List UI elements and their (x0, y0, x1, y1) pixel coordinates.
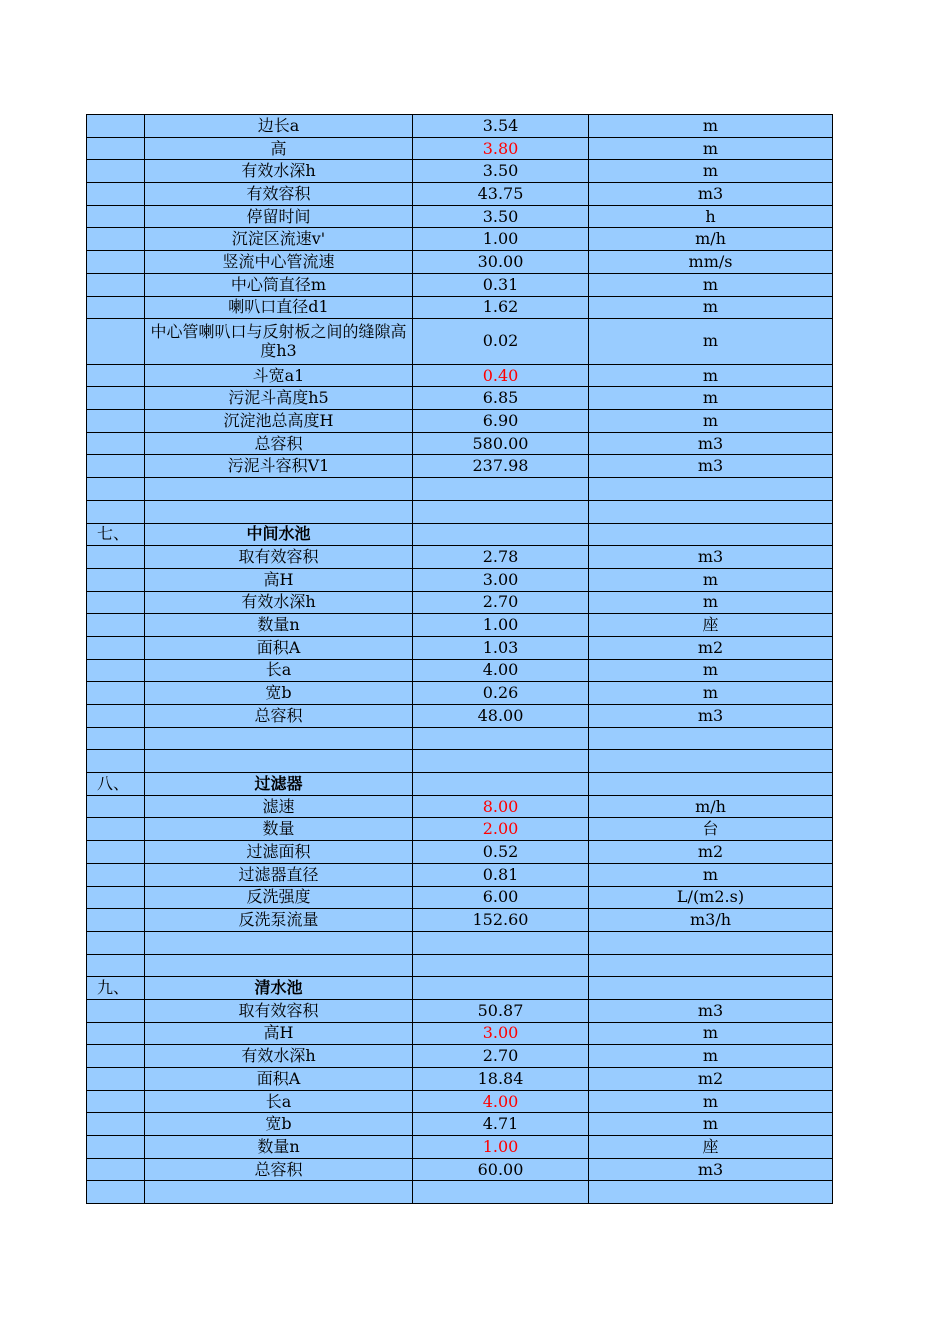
cell-name: 高 (145, 137, 413, 160)
table-row (87, 886, 833, 909)
cell-value: 1.00 (413, 228, 589, 251)
cell-value (413, 500, 589, 523)
cell-unit (589, 478, 833, 501)
section-header-row (87, 523, 833, 546)
cell-name: 数量n (145, 1136, 413, 1159)
cell-unit (589, 523, 833, 546)
table-row (87, 614, 833, 637)
calculation-table (86, 114, 833, 1204)
cell-index (87, 1136, 145, 1159)
cell-unit: 台 (589, 818, 833, 841)
cell-index (87, 1022, 145, 1045)
cell-value: 43.75 (413, 183, 589, 206)
cell-index (87, 909, 145, 932)
cell-unit: m3 (589, 546, 833, 569)
cell-index: 七、 (87, 523, 145, 546)
cell-unit: m (589, 682, 833, 705)
table-row (87, 273, 833, 296)
cell-value: 0.40 (413, 364, 589, 387)
table-row (87, 863, 833, 886)
cell-index (87, 478, 145, 501)
cell-index (87, 1113, 145, 1136)
cell-index (87, 500, 145, 523)
table-row (87, 795, 833, 818)
cell-unit: L/(m2.s) (589, 886, 833, 909)
cell-value: 0.52 (413, 841, 589, 864)
cell-unit: m (589, 863, 833, 886)
cell-index (87, 659, 145, 682)
cell-unit: 座 (589, 614, 833, 637)
table-row (87, 705, 833, 728)
cell-name: 斗宽a1 (145, 364, 413, 387)
cell-name: 反洗泵流量 (145, 909, 413, 932)
cell-unit: m (589, 659, 833, 682)
table-row (87, 183, 833, 206)
cell-unit: 座 (589, 1136, 833, 1159)
cell-value: 0.81 (413, 863, 589, 886)
table-row (87, 841, 833, 864)
cell-index (87, 387, 145, 410)
cell-index (87, 183, 145, 206)
cell-unit (589, 773, 833, 796)
cell-index (87, 205, 145, 228)
cell-index (87, 614, 145, 637)
cell-value: 6.90 (413, 410, 589, 433)
cell-value: 3.00 (413, 568, 589, 591)
cell-index (87, 886, 145, 909)
cell-name: 数量 (145, 818, 413, 841)
cell-unit (589, 750, 833, 773)
cell-unit: h (589, 205, 833, 228)
cell-unit: m2 (589, 841, 833, 864)
cell-unit: m (589, 1022, 833, 1045)
cell-value: 0.31 (413, 273, 589, 296)
cell-index (87, 273, 145, 296)
cell-index: 八、 (87, 773, 145, 796)
cell-name: 污泥斗高度h5 (145, 387, 413, 410)
cell-unit (589, 931, 833, 954)
table-row (87, 636, 833, 659)
cell-value: 3.50 (413, 205, 589, 228)
cell-index (87, 954, 145, 977)
cell-name: 高H (145, 1022, 413, 1045)
cell-name: 数量n (145, 614, 413, 637)
section-header-row (87, 773, 833, 796)
table-row (87, 818, 833, 841)
cell-value: 3.80 (413, 137, 589, 160)
cell-name (145, 500, 413, 523)
table-row (87, 432, 833, 455)
cell-value: 1.00 (413, 1136, 589, 1159)
table-row (87, 1022, 833, 1045)
cell-name: 有效水深h (145, 591, 413, 614)
cell-value: 60.00 (413, 1158, 589, 1181)
cell-name: 边长a (145, 115, 413, 138)
cell-value: 50.87 (413, 999, 589, 1022)
cell-value: 2.78 (413, 546, 589, 569)
cell-value (413, 977, 589, 1000)
cell-index (87, 364, 145, 387)
cell-index (87, 546, 145, 569)
cell-name: 反洗强度 (145, 886, 413, 909)
cell-index (87, 1068, 145, 1091)
cell-name: 滤速 (145, 795, 413, 818)
cell-index (87, 115, 145, 138)
cell-unit (589, 727, 833, 750)
cell-index (87, 999, 145, 1022)
cell-unit: m (589, 1045, 833, 1068)
cell-name: 宽b (145, 1113, 413, 1136)
cell-unit: m (589, 568, 833, 591)
cell-unit: m3 (589, 705, 833, 728)
cell-unit: m (589, 160, 833, 183)
table-row (87, 591, 833, 614)
cell-value: 1.03 (413, 636, 589, 659)
cell-value: 580.00 (413, 432, 589, 455)
cell-unit: m (589, 273, 833, 296)
table-row (87, 1158, 833, 1181)
cell-name: 面积A (145, 636, 413, 659)
cell-name: 中间水池 (145, 523, 413, 546)
cell-value (413, 478, 589, 501)
table-row (87, 160, 833, 183)
table-row (87, 954, 833, 977)
cell-name: 喇叭口直径d1 (145, 296, 413, 319)
cell-index (87, 841, 145, 864)
cell-unit (589, 977, 833, 1000)
cell-value: 3.54 (413, 115, 589, 138)
cell-index (87, 705, 145, 728)
cell-value (413, 750, 589, 773)
cell-name (145, 1181, 413, 1204)
cell-value: 2.70 (413, 591, 589, 614)
cell-index (87, 319, 145, 365)
cell-value: 6.85 (413, 387, 589, 410)
cell-unit: m3 (589, 999, 833, 1022)
table-row (87, 228, 833, 251)
table-row (87, 251, 833, 274)
cell-value: 0.02 (413, 319, 589, 365)
cell-name: 面积A (145, 1068, 413, 1091)
cell-index (87, 931, 145, 954)
cell-name: 过滤面积 (145, 841, 413, 864)
cell-unit: m/h (589, 795, 833, 818)
table-row (87, 115, 833, 138)
cell-unit (589, 954, 833, 977)
table-row (87, 909, 833, 932)
cell-value (413, 954, 589, 977)
table-row (87, 727, 833, 750)
cell-name: 中心管喇叭口与反射板之间的缝隙高度h3 (145, 319, 413, 365)
cell-name: 总容积 (145, 1158, 413, 1181)
cell-name (145, 931, 413, 954)
table-row (87, 568, 833, 591)
cell-name: 竖流中心管流速 (145, 251, 413, 274)
cell-index (87, 863, 145, 886)
cell-value: 4.00 (413, 659, 589, 682)
table-row (87, 410, 833, 433)
cell-name: 总容积 (145, 432, 413, 455)
cell-unit: m (589, 364, 833, 387)
cell-unit: m3 (589, 432, 833, 455)
cell-unit: m3/h (589, 909, 833, 932)
cell-value: 18.84 (413, 1068, 589, 1091)
cell-index (87, 137, 145, 160)
cell-index (87, 410, 145, 433)
cell-index: 九、 (87, 977, 145, 1000)
cell-name: 总容积 (145, 705, 413, 728)
cell-unit: m (589, 115, 833, 138)
cell-index (87, 251, 145, 274)
table-row (87, 1136, 833, 1159)
table-row (87, 319, 833, 365)
cell-unit: m3 (589, 183, 833, 206)
table-row (87, 1068, 833, 1091)
cell-value: 4.00 (413, 1090, 589, 1113)
cell-unit: m/h (589, 228, 833, 251)
table-row (87, 546, 833, 569)
cell-value: 2.00 (413, 818, 589, 841)
cell-name: 长a (145, 1090, 413, 1113)
cell-name: 过滤器直径 (145, 863, 413, 886)
cell-value: 2.70 (413, 1045, 589, 1068)
cell-index (87, 591, 145, 614)
cell-unit: mm/s (589, 251, 833, 274)
cell-name: 宽b (145, 682, 413, 705)
cell-index (87, 636, 145, 659)
table-row (87, 1045, 833, 1068)
table-row (87, 364, 833, 387)
cell-value: 6.00 (413, 886, 589, 909)
cell-name (145, 954, 413, 977)
table-body (87, 115, 833, 1204)
cell-value: 8.00 (413, 795, 589, 818)
table-row (87, 1181, 833, 1204)
cell-value: 48.00 (413, 705, 589, 728)
cell-unit: m2 (589, 636, 833, 659)
table-row (87, 205, 833, 228)
cell-unit (589, 1181, 833, 1204)
cell-name: 取有效容积 (145, 546, 413, 569)
cell-index (87, 727, 145, 750)
table-row (87, 137, 833, 160)
table-row (87, 387, 833, 410)
table-row (87, 999, 833, 1022)
cell-name: 有效容积 (145, 183, 413, 206)
cell-index (87, 296, 145, 319)
cell-name: 长a (145, 659, 413, 682)
cell-name: 过滤器 (145, 773, 413, 796)
cell-unit (589, 500, 833, 523)
cell-value: 237.98 (413, 455, 589, 478)
cell-name: 沉淀区流速v' (145, 228, 413, 251)
cell-index (87, 432, 145, 455)
cell-unit: m (589, 1113, 833, 1136)
cell-name: 取有效容积 (145, 999, 413, 1022)
cell-index (87, 750, 145, 773)
cell-value: 0.26 (413, 682, 589, 705)
cell-value: 1.62 (413, 296, 589, 319)
cell-name: 高H (145, 568, 413, 591)
cell-name: 有效水深h (145, 160, 413, 183)
table-row (87, 682, 833, 705)
cell-index (87, 455, 145, 478)
cell-name (145, 478, 413, 501)
cell-unit: m (589, 387, 833, 410)
cell-name: 停留时间 (145, 205, 413, 228)
cell-name (145, 750, 413, 773)
cell-name: 有效水深h (145, 1045, 413, 1068)
table-row (87, 478, 833, 501)
cell-unit: m (589, 1090, 833, 1113)
cell-unit: m (589, 137, 833, 160)
table-row (87, 931, 833, 954)
cell-unit: m (589, 591, 833, 614)
table-row (87, 500, 833, 523)
table-row (87, 1113, 833, 1136)
cell-name: 污泥斗容积V1 (145, 455, 413, 478)
cell-value: 152.60 (413, 909, 589, 932)
cell-index (87, 1045, 145, 1068)
cell-value: 30.00 (413, 251, 589, 274)
cell-index (87, 795, 145, 818)
cell-unit: m (589, 319, 833, 365)
cell-index (87, 682, 145, 705)
cell-name (145, 727, 413, 750)
cell-value (413, 727, 589, 750)
cell-value: 1.00 (413, 614, 589, 637)
cell-index (87, 1158, 145, 1181)
section-header-row (87, 977, 833, 1000)
cell-value (413, 1181, 589, 1204)
cell-index (87, 160, 145, 183)
cell-value: 4.71 (413, 1113, 589, 1136)
table-row (87, 659, 833, 682)
cell-unit: m3 (589, 1158, 833, 1181)
cell-value (413, 523, 589, 546)
table-row (87, 455, 833, 478)
cell-value (413, 931, 589, 954)
table-row (87, 1090, 833, 1113)
cell-value: 3.00 (413, 1022, 589, 1045)
cell-value (413, 773, 589, 796)
table-row (87, 750, 833, 773)
cell-index (87, 1181, 145, 1204)
cell-index (87, 568, 145, 591)
table-row (87, 296, 833, 319)
cell-unit: m (589, 410, 833, 433)
cell-name: 中心筒直径m (145, 273, 413, 296)
cell-unit: m (589, 296, 833, 319)
cell-index (87, 818, 145, 841)
cell-unit: m3 (589, 455, 833, 478)
cell-name: 清水池 (145, 977, 413, 1000)
cell-index (87, 228, 145, 251)
cell-index (87, 1090, 145, 1113)
cell-value: 3.50 (413, 160, 589, 183)
cell-name: 沉淀池总高度H (145, 410, 413, 433)
cell-unit: m2 (589, 1068, 833, 1091)
